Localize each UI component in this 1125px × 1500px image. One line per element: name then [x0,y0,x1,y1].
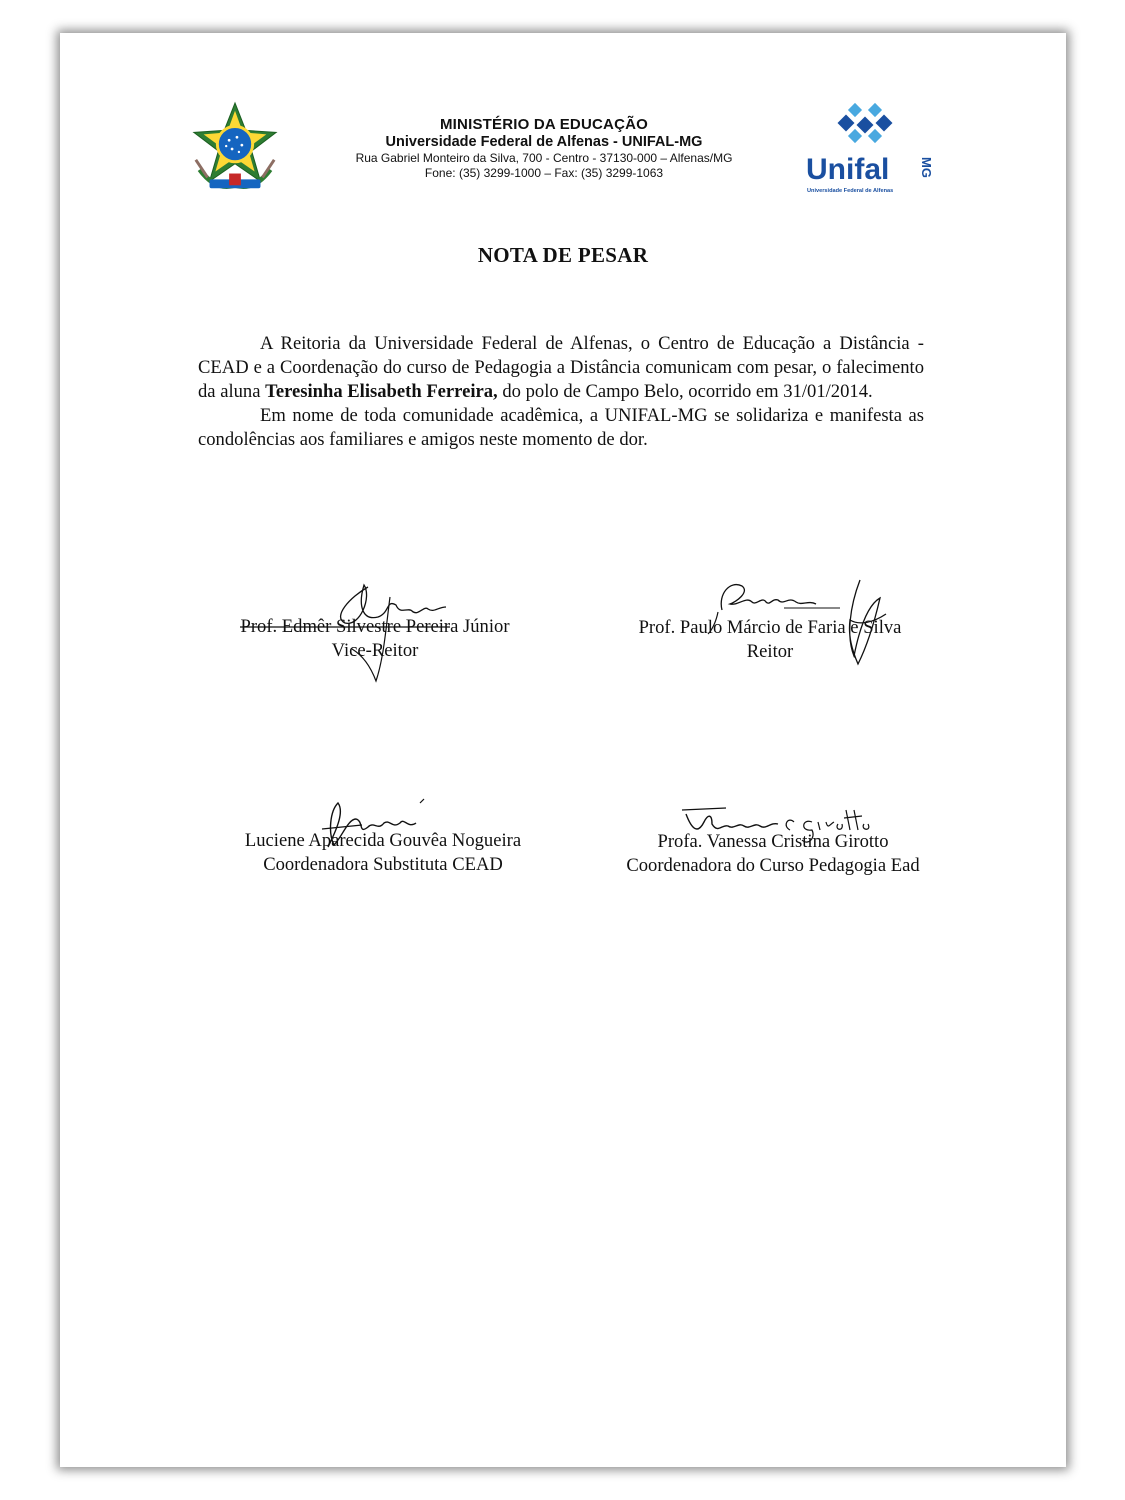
handwritten-signature-icon [660,576,920,686]
student-name: Teresinha Elisabeth Ferreira, [265,381,498,402]
signature-block-rector [620,616,920,664]
signatory-role: Coordenadora do Curso Pedagogia Ead [626,855,920,876]
signature-block-cead-coordinator [228,829,538,877]
signatory-name: Profa. Vanessa Cristina Girotto [657,831,889,852]
signatory-role: Vice-Reitor [331,640,419,661]
letterhead [324,116,764,180]
signatory-name: Prof. Edmêr Silvestre Pereira Júnior [240,616,510,637]
paragraph-2: Em nome de toda comunidade acadêmica, a UNIFAL-MG se solidariza e manifesta as condolências aos familiares e amigos neste momento de dor. [198,405,924,450]
signature-block-vice-rector [220,615,530,663]
signatory-name: Prof. Paulo Márcio de Faria e Silva [638,617,902,638]
university-phone: Fone: (35) 3299-1000 – Fax: (35) 3299-1063 [424,166,664,180]
document-body [198,332,924,452]
document-page [60,33,1066,1467]
university-address: Rua Gabriel Monteiro da Silva, 700 - Centro - 37130-000 – Alfenas/MG [355,151,733,165]
signatory-role: Reitor [746,641,794,662]
handwritten-signature-icon [308,797,448,867]
brazil-coat-of-arms-icon [186,101,284,199]
signature-block-course-coordinator [608,830,938,878]
logo-wordmark: Unifal [806,153,890,186]
handwritten-signature-icon [678,800,878,860]
paragraph-1: A Reitoria da Universidade Federal de Alfenas, o Centro de Educação a Distância - CEAD e a Coordenação do curso de Pedagogia a Distância comunicam com pesar, o falecimento da aluna Teresinha Elisabeth Ferreira, do polo de Campo Belo, ocorrido em 31/01/2014. [198,333,924,402]
logo-suffix: MG [919,157,934,178]
university-name: Universidade Federal de Alfenas - UNIFAL-MG [385,134,703,150]
logo-tagline: Universidade Federal de Alfenas [807,188,894,194]
signatory-name: Luciene Aparecida Gouvêa Nogueira [244,830,522,851]
document-title: NOTA DE PESAR [477,243,649,267]
handwritten-signature-icon [240,577,510,687]
signatory-role: Coordenadora Substituta CEAD [263,854,503,875]
unifal-logo [802,101,934,201]
ministry-name: MINISTÉRIO DA EDUCAÇÃO [439,116,648,133]
